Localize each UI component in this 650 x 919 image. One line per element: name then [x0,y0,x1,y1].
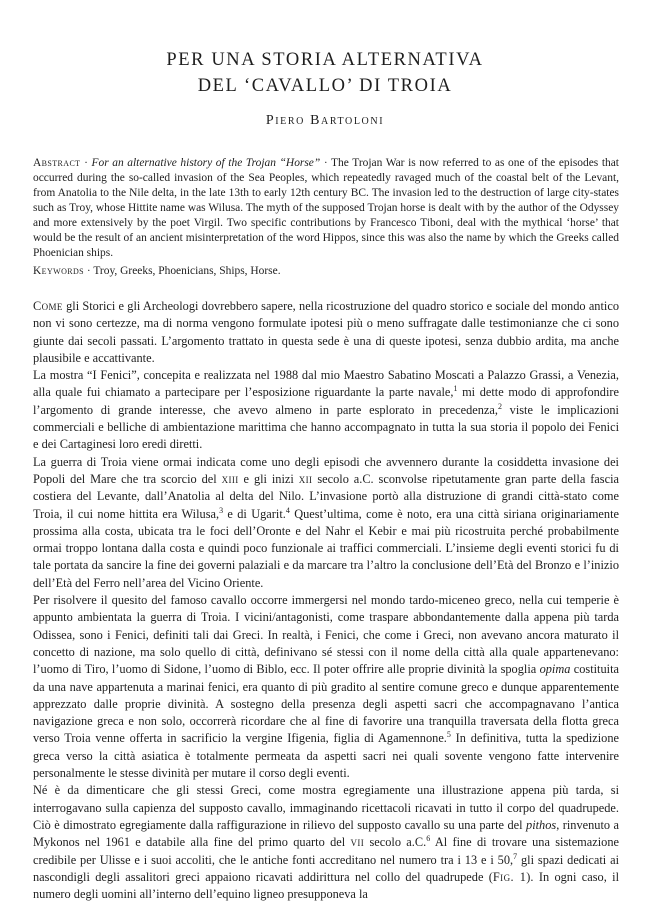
author-name: Piero Bartoloni [265,113,385,128]
paragraph-1-text: gli Storici e gli Archeologi dovrebbero sapere, nella ricostruzione del quadro storico e sociale del mondo antico non vi sono certezze, ma di norma vengono formulate ipotesi più o meno suffragate dalle testimonianze che ci sono giunte dai secoli passati. L’argomento trattato in questa sede è una di queste ipotesi, senza dubbio ardita, ma anche plausibile e accattivante. [33,299,619,365]
keywords [33,264,619,279]
paragraph-4-text-a: Per risolvere il quesito del famoso cavallo occorre immergersi nel mondo tardo-miceneo greco, nella cui temperie è appunto ambientata la guerra di Troia. I vicini/antagonisti, come traspare abbondantemente dalla appena più tarda Odissea, sono i Fenici, definiti tali dai Greci. In realtà, i Fenici, che come i Greci, non avevano ancora maturato il concetto di nazione, ma solo quello di città, definivano sé stessi con il nome della città alla quale appartenevano: l’uomo di Tiro, l’uomo di Sidone, l’uomo di Biblo, ecc. Il poter offrire alle proprie divinità la spoglia [33,593,619,677]
paragraph-3-text-d: e di Ugarit. [223,506,286,521]
article-body [33,298,619,903]
footnote-ref-1[interactable]: 1 [453,384,458,394]
paragraph-1-lead-word: Come [33,299,63,313]
paragraph-5-text-f: ). In ogni caso, il numero degli uomini all’interno dell’equino ligneo presupponeva la [33,869,619,902]
paragraph-4-text-c: In definitiva, tutta la spedizione greca verso la città asiatica è totalmente permeata da aspetti sacri nei quali sovente vengono fatte intervenire personalmente le stesse divinità per mutare il corso degli eventi. [33,731,620,781]
paragraph-4 [33,592,619,782]
keywords-separator: · [84,265,94,277]
footnote-ref-5[interactable]: 5 [446,730,451,740]
paragraph-1 [33,298,619,367]
abstract-text: · The Trojan War is now referred to as one of the episodes that occurred during the so-called invasion of the Sea Peoples, which repeatedly ravaged much of the coastal belt of the Levant, from Anatolia to the Nile delta, in the late 13th to early 12th century BC. The invasion led to the destruction of large city-states such as Troy, whose Hittite name was Wilusa. The myth of the supposed Trojan horse is dealt with by the author of the Odyssey and more extensively by the poet Virgil. Two specific contributions by Francesco Tiboni, deal with the mythical ‘horse’ that would be the result of an ancient misinterpretation of the word Hippos, since this was also the name by which the Greeks called Phoenician ships. [33,157,619,259]
article-title-line-2: DEL ‘CAVALLO’ DI TROIA [197,76,453,96]
italic-opima: opima [539,662,571,677]
paragraph-4-text-b: costituita da una nave appartenuta a marinai fenici, era quanto di più gradito al sentire comune greco e dunque apparentemente apprezzato dalle proprie divinità. A sostegno della presenza degli aspetti sacri che accompagnavano l’antica navigazione greca e non solo, occorrerà ricordare che al fine di favorire una tranquilla traversata della flotta greca verso Troia venne offerta in sacrificio la vergine Ifigenia, figlia di Agamennone. [33,662,619,746]
paragraph-3-text-e: Quest’ultima, come è noto, era una città siriana originariamente prossima alla costa, ubicata tra le foci dell’Oronte e del Nahr el Kebir e mai più ricostruita perché probabilmente ormai troppo lontana dalla costa e quindi poco funzionale ai traffici commerciali. L’insieme degli eventi storici fu di tale portata da sancire la fine dei governi palaziali e da marcare tra l’altro la conclusione dell’Età del Bronzo e l’inizio dell’Età del Ferro nell’area del Vicino Oriente. [33,506,619,590]
paragraph-5-text-d: Al fine di trovare una sistemazione credibile per Ulisse e i suoi accoliti, che le antiche fonti accreditano nel numero tra i 13 e i 50, [33,835,619,867]
abstract-separator: · [80,157,92,169]
paragraph-5-text-c: secolo a.C. [364,835,427,850]
paragraph-3-text-a: La guerra di Troia viene ormai indicata come uno degli episodi che avvennero durante la cosiddetta invasione dei Popoli del Mare che tra scorcio del [33,454,619,486]
footnote-ref-3[interactable]: 3 [219,505,224,515]
paragraph-3 [33,454,619,592]
footnote-ref-2[interactable]: 2 [497,401,502,411]
footnote-ref-7[interactable]: 7 [513,851,518,861]
paragraph-3-text-b: e gli inizi [238,471,299,486]
paragraph-2-text-c: viste le implicazioni commerciali e belliche di ambientazione marittima che hanno accompagnato in tutta la sua storia il popolo dei Fenici e dei Cartaginesi loro eredi diretti. [33,402,619,452]
paragraph-5-text-e: gli spazi dedicati ai nascondigli degli assalitori greci appaiono ricavati addirittura nel collo del quadrupede ( [33,852,619,884]
century-vii: vii [350,835,365,850]
figure-reference[interactable]: Fig. 1 [492,869,527,884]
paragraph-2-text-b: mi dette modo di approfondire l’argomento di grande interesse, che avevo almeno in parte esplorato in precedenza, [33,385,619,417]
footnote-ref-4[interactable]: 4 [285,505,290,515]
keywords-text: Troy, Greeks, Phoenicians, Ships, Horse. [93,265,281,277]
paragraph-5-text-b: , rinvenuto a Mykonos nel 1961 e databile alla fine del primo quarto del [33,817,619,850]
paragraph-5-text-a: Né è da dimenticare che gli stessi Greci, come mostra egregiamente una illustrazione appena più tarda, si interrogavano sulla capienza del supposto cavallo, immaginando ricettacoli ricavati in tutto il corpo del quadrupede. Ciò è dimostrato egregiamente dalla raffigurazione in rilievo del supposto cavallo su una parte del [33,783,619,832]
paragraph-3-text-c: secolo a.C. sconvolse ripetutamente gran parte della fascia costiera del Levante, dall’Anatolia al delta del Nilo. L’invasione portò alla distruzione di grandi città-stato come Troia, il cui nome hittita era Wilusa, [33,471,619,521]
abstract [33,156,619,261]
abstract-label: Abstract [33,157,81,169]
abstract-english-title: For an alternative history of the Trojan “Horse” [91,157,321,169]
keywords-label: Keywords [33,265,85,277]
article-title-line-1: PER UNA STORIA ALTERNATIVA [166,50,484,70]
paragraph-5 [33,782,619,903]
paragraph-2 [33,367,619,453]
footnote-ref-6[interactable]: 6 [426,834,431,844]
century-xiii: xiii [221,471,239,486]
italic-pithos: pithos [526,817,557,832]
paragraph-2-text-a: La mostra “I Fenici”, concepita e realizzata nel 1988 dal mio Maestro Sabatino Moscati a Palazzo Grassi, a Venezia, alla quale fui chiamato a partecipare per l’esposizione riguardante la parte navale, [33,368,619,400]
century-xii: xii [298,471,313,486]
